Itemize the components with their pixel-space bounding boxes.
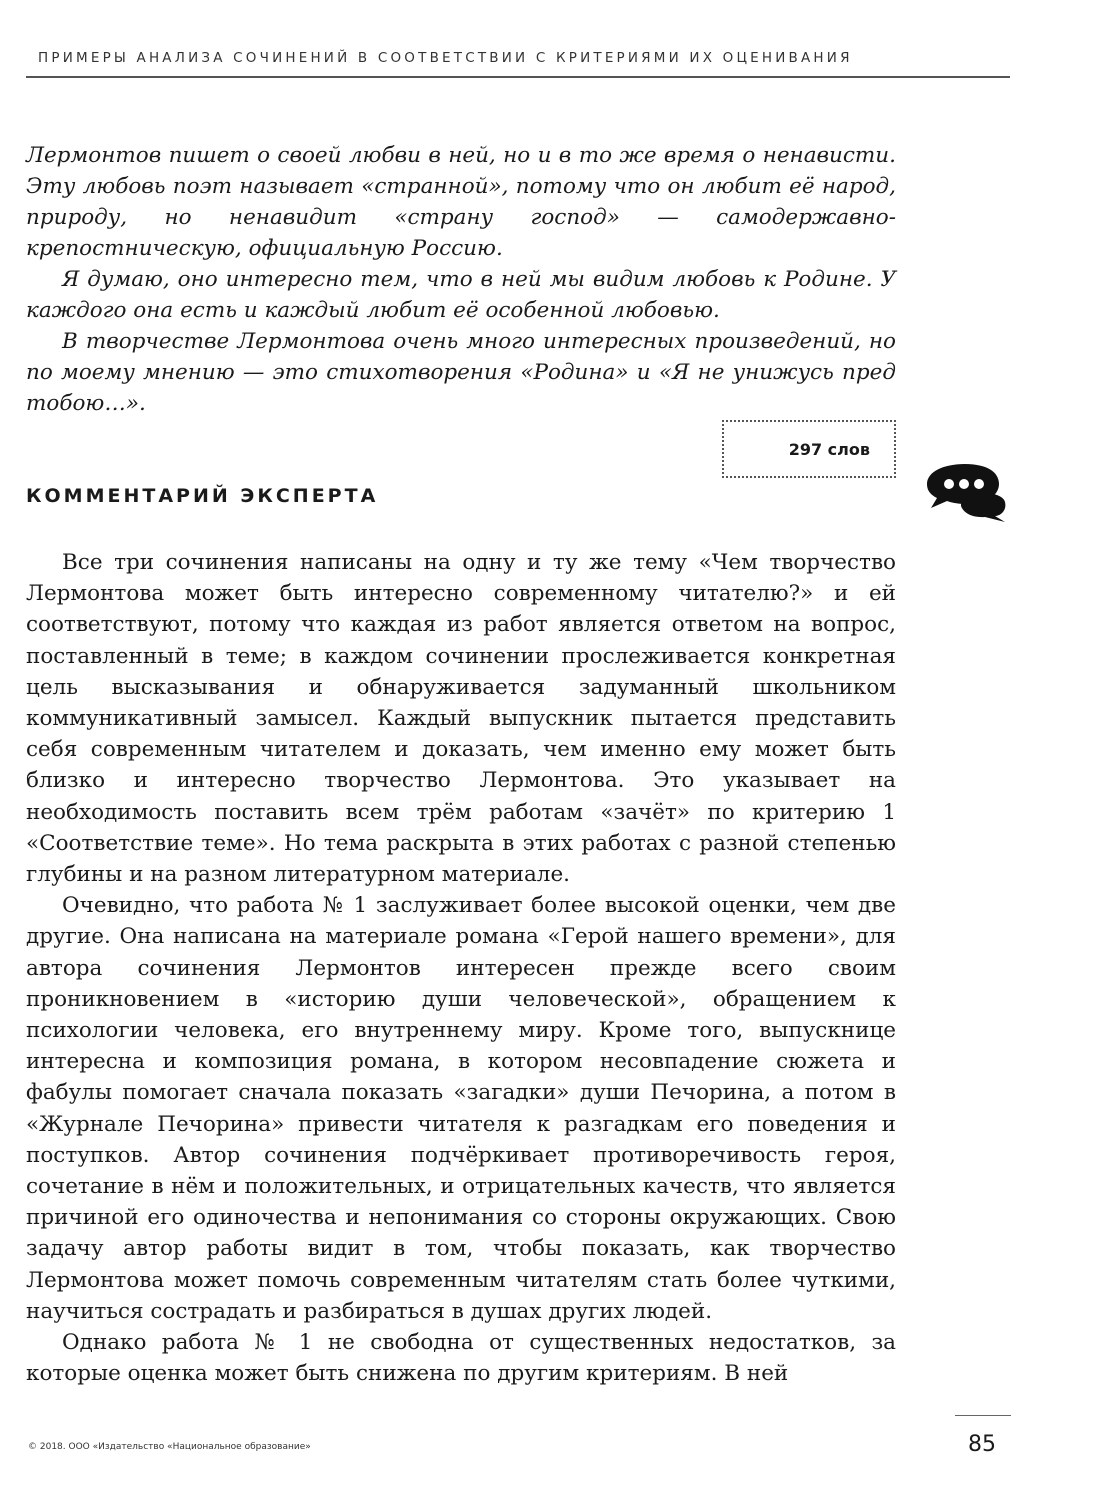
comment-paragraph: Все три сочинения написаны на одну и ту же тему «Чем творчество Лермонтова может быть интересно современному читателю?» и ей соответствуют, потому что каждая из работ является ответом на вопрос, поставленный в теме; в каждом сочинении прослеживается конкретная цель высказывания и обнаруживается задуманный школьником коммуникативный замысел. Каждый выпускник пытается представить себя современным читателем и доказать, чем именно ему может быть близко и интересно творчество Лермонтова. Это указывает на необходимость поставить всем трём работам «зачёт» по критерию 1 «Соответствие теме». Но тема раскрыта в этих работах с разной степенью глубины и на разном литературном материале. (26, 550, 896, 888)
essay-paragraph: Лермонтов пишет о своей любви в ней, но и в то же время о ненависти. Эту любовь поэт называет «странной», потому что он любит её народ, природу, но ненавидит «страну господ» — самодержавно-крепостническую, официальную Россию. (26, 143, 896, 261)
chat-bubbles-icon (925, 460, 1011, 522)
section-title: КОММЕНТАРИЙ ЭКСПЕРТА (26, 485, 379, 507)
word-count-box (722, 420, 896, 478)
copyright-notice: © 2018. ООО «Издательство «Национальное образование» (28, 1442, 311, 1452)
page-number: 85 (968, 1432, 996, 1457)
header-rule (26, 76, 1010, 78)
word-count: 297 слов (788, 439, 870, 459)
essay-excerpt (26, 140, 896, 419)
comment-paragraph: Однако работа № 1 не свободна от существенных недостатков, за которые оценка может быть снижена по другим критериям. В ней (26, 1330, 896, 1387)
essay-paragraph: В творчестве Лермонтова очень много интересных произведений, но по моему мнению — это стихотворения «Родина» и «Я не унижусь пред тобою…». (26, 329, 896, 416)
comment-paragraph: Очевидно, что работа № 1 заслуживает более высокой оценки, чем две другие. Она написана на материале романа «Герой нашего времени», для автора сочинения Лермонтов интересен прежде всего своим проникновением в «историю души человеческой», обращением к психологии человека, его внутреннему миру. Кроме того, выпускнице интересна и композиция романа, в котором несовпадение сюжета и фабулы помогает сначала показать «загадки» души Печорина, а потом в «Журнале Печорина» привести читателя к разгадкам его поведения и поступков. Автор сочинения подчёркивает противоречивость героя, сочетание в нём и положительных, и отрицательных качеств, что является причиной его одиночества и непонимания со стороны окружающих. Свою задачу автор работы видит в том, чтобы показать, как творчество Лермонтова может помочь современным читателям стать более чуткими, научиться сострадать и разбираться в душах других людей. (26, 893, 896, 1324)
essay-paragraph: Я думаю, оно интересно тем, что в ней мы видим любовь к Родине. У каждого она есть и каждый любит её особенной любовью. (26, 267, 896, 323)
running-title: ПРИМЕРЫ АНАЛИЗА СОЧИНЕНИЙ В СООТВЕТСТВИИ С КРИТЕРИЯМИ ИХ ОЦЕНИВАНИЯ (38, 50, 853, 66)
footer-rule (955, 1415, 1011, 1416)
expert-comment (26, 547, 896, 1389)
